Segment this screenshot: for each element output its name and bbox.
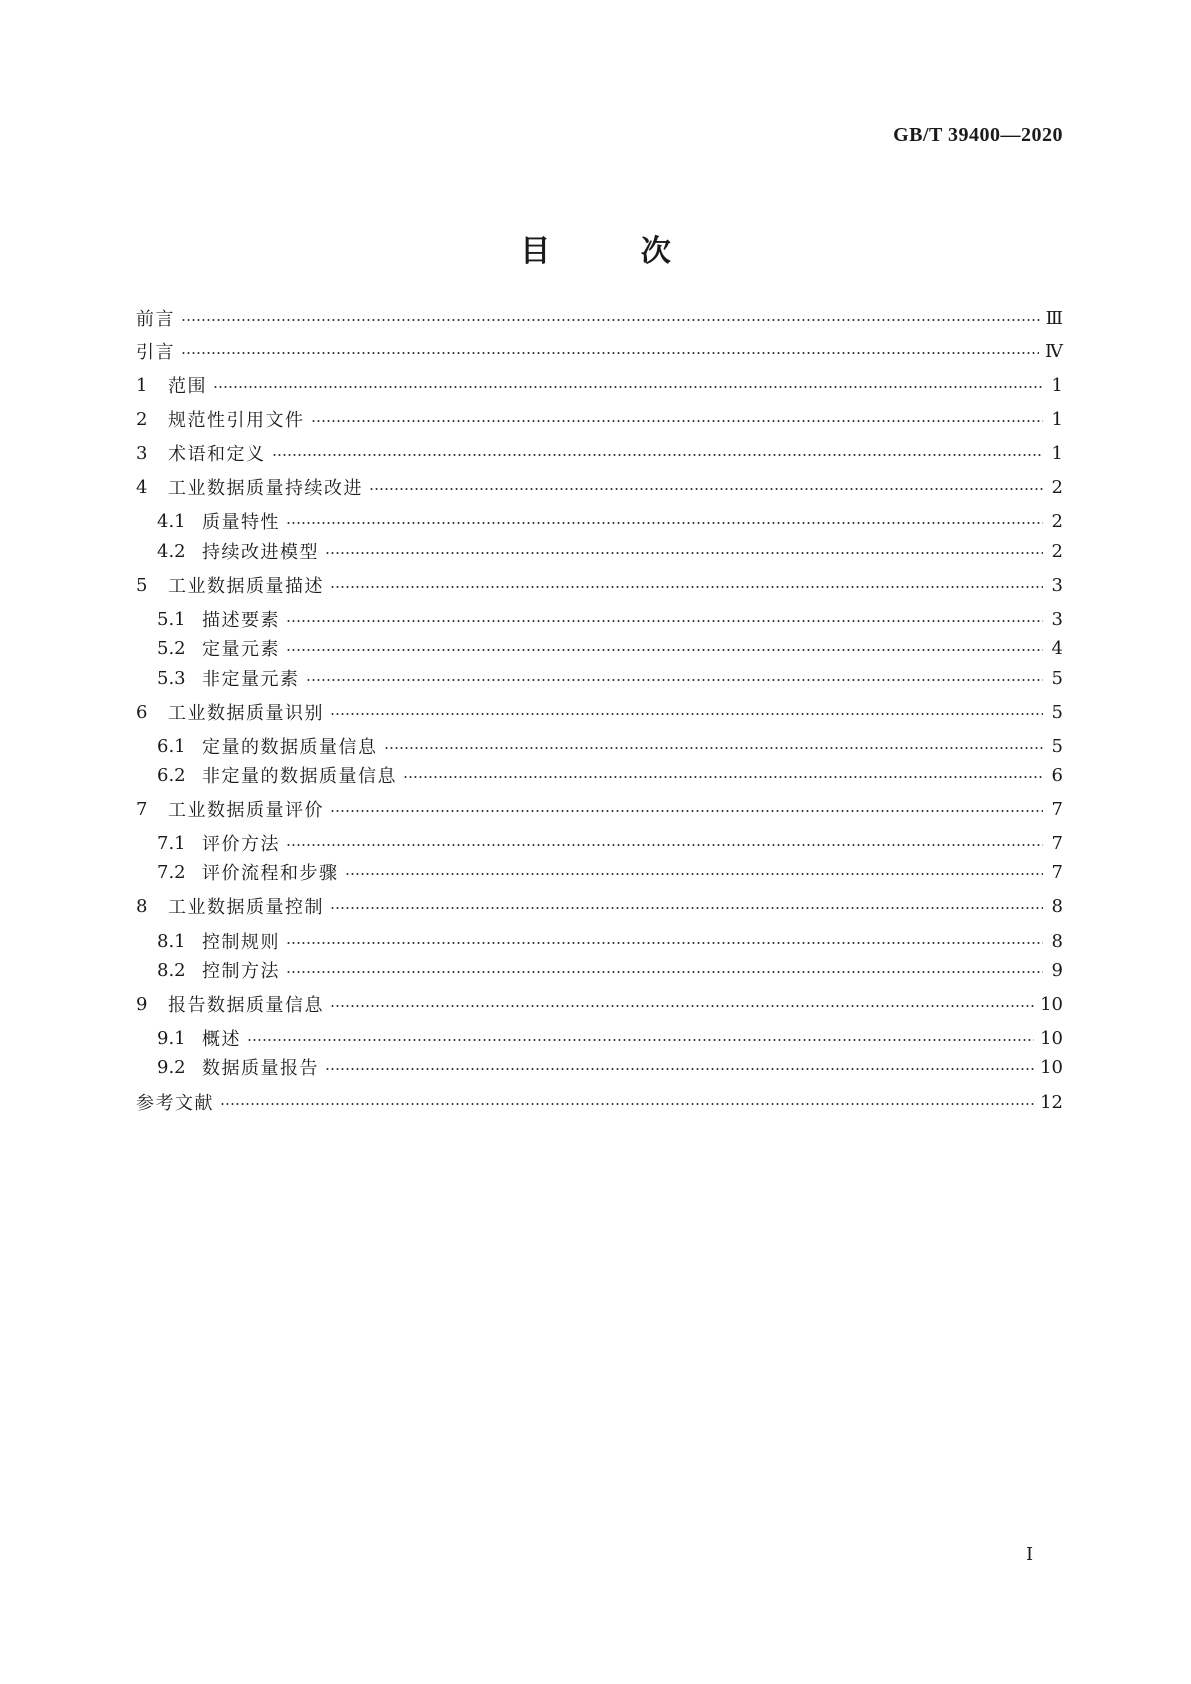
dot-leader [369, 488, 1043, 490]
toc-entry-label: 评价方法 [202, 834, 280, 855]
toc-entry-number: 2 [136, 408, 148, 430]
toc-entry-page: 6 [1051, 764, 1063, 786]
toc-entry-label: 引言 [136, 342, 175, 363]
toc-entry-label: 非定量的数据质量信息 [202, 766, 397, 787]
toc-entry[interactable] [136, 733, 1063, 759]
toc-entry-label: 工业数据质量持续改进 [168, 478, 363, 499]
toc-entry[interactable] [136, 762, 1063, 788]
toc-entry-page: 3 [1051, 574, 1063, 596]
dot-leader [213, 386, 1043, 388]
toc-entry-label: 非定量元素 [202, 669, 300, 690]
toc-entry-number: 5.3 [157, 667, 186, 689]
toc-entry[interactable] [136, 830, 1063, 856]
toc-entry-number: 3 [136, 442, 148, 464]
toc-entry-number: 8.2 [157, 959, 186, 981]
toc-entry-label: 工业数据质量评价 [168, 800, 324, 821]
toc-entry-label: 工业数据质量识别 [168, 703, 324, 724]
toc-entry-number: 6 [136, 701, 148, 723]
toc-entry-label: 控制方法 [202, 961, 280, 982]
dot-leader [345, 873, 1044, 875]
toc-entry-label: 范围 [168, 376, 207, 397]
dot-leader [286, 649, 1043, 651]
toc-entry[interactable] [136, 957, 1063, 983]
toc-entry[interactable] [136, 635, 1063, 661]
dot-leader [286, 971, 1043, 973]
toc-entry-page: 10 [1040, 1027, 1063, 1049]
toc-entry-label: 持续改进模型 [202, 542, 319, 563]
dot-leader [325, 552, 1043, 554]
dot-leader [286, 942, 1043, 944]
page-number: Ⅰ [1026, 1544, 1034, 1565]
toc-entry-page: Ⅲ [1045, 307, 1063, 329]
toc-entry-page: 9 [1051, 959, 1063, 981]
toc-entry-number: 7.1 [157, 832, 186, 854]
toc-entry-number: 5 [136, 574, 148, 596]
toc-entry-page: 8 [1051, 930, 1063, 952]
dot-leader [247, 1039, 1034, 1041]
standard-code: GB/T 39400—2020 [893, 124, 1063, 146]
toc-entry-number: 9.2 [157, 1056, 186, 1078]
toc-entry-label: 术语和定义 [168, 444, 266, 465]
dot-leader [325, 1068, 1034, 1070]
dot-leader [286, 844, 1043, 846]
toc-entry-number: 7.2 [157, 861, 186, 883]
toc-entry-number: 8.1 [157, 930, 186, 952]
toc-entry-label: 报告数据质量信息 [168, 995, 324, 1016]
toc-entry[interactable] [136, 699, 1063, 725]
dot-leader [330, 713, 1043, 715]
toc-entry-label: 质量特性 [202, 512, 280, 533]
dot-leader [306, 679, 1044, 681]
dot-leader [272, 454, 1044, 456]
dot-leader [330, 1005, 1034, 1007]
toc-entry-label: 定量元素 [202, 639, 280, 660]
toc-entry-label: 工业数据质量描述 [168, 576, 324, 597]
dot-leader [330, 907, 1043, 909]
toc-entry[interactable] [136, 372, 1063, 398]
toc-entry[interactable] [136, 406, 1063, 432]
toc-entry-page: 1 [1051, 374, 1063, 396]
toc-entry-number: 7 [136, 798, 148, 820]
dot-leader [181, 352, 1039, 354]
toc-entry-number: 5.2 [157, 637, 186, 659]
toc-entry-number: 6.1 [157, 735, 186, 757]
toc-entry-label: 评价流程和步骤 [202, 863, 339, 884]
dot-leader [181, 319, 1040, 321]
toc-entry-number: 6.2 [157, 764, 186, 786]
toc-entry-label: 定量的数据质量信息 [202, 737, 378, 758]
toc-entry-label: 数据质量报告 [202, 1058, 319, 1079]
toc-entry[interactable] [136, 508, 1063, 534]
toc-entry-label: 规范性引用文件 [168, 410, 305, 431]
toc-entry[interactable] [136, 1054, 1063, 1080]
toc-entry-page: 3 [1051, 608, 1063, 630]
toc-entry-label: 工业数据质量控制 [168, 897, 324, 918]
toc-entry-page: 2 [1051, 540, 1063, 562]
toc-entry-number: 9 [136, 993, 148, 1015]
toc-entry-number: 8 [136, 895, 148, 917]
toc-entry-number: 4.1 [157, 510, 186, 532]
toc-entry-page: 2 [1051, 476, 1063, 498]
toc-entry[interactable] [136, 474, 1063, 500]
toc-entry[interactable] [136, 440, 1063, 466]
dot-leader [330, 586, 1043, 588]
title-char-2: 次 [640, 234, 671, 269]
dot-leader [311, 420, 1044, 422]
toc-entry-number: 5.1 [157, 608, 186, 630]
toc-entry[interactable] [136, 338, 1063, 364]
toc-entry[interactable] [136, 665, 1063, 691]
toc-entry[interactable] [136, 859, 1063, 885]
toc-entry-label: 控制规则 [202, 932, 280, 953]
toc-entry-page: 10 [1040, 1056, 1063, 1078]
toc-entry-label: 概述 [202, 1029, 241, 1050]
toc-entry[interactable] [136, 538, 1063, 564]
dot-leader [220, 1103, 1034, 1105]
toc-entry[interactable] [136, 606, 1063, 632]
toc-entry-number: 9.1 [157, 1027, 186, 1049]
dot-leader [286, 620, 1043, 622]
toc-entry-page: 5 [1051, 735, 1063, 757]
toc-entry[interactable] [136, 893, 1063, 919]
toc-entry-label: 参考文献 [136, 1093, 214, 1114]
toc-entry-number: 1 [136, 374, 148, 396]
dot-leader [403, 776, 1043, 778]
toc-entry-page: 1 [1051, 442, 1063, 464]
toc-entry-page: 7 [1051, 798, 1063, 820]
toc-entry[interactable] [136, 796, 1063, 822]
toc-entry-page: 10 [1040, 993, 1063, 1015]
toc-entry[interactable] [136, 1025, 1063, 1051]
toc-entry-page: 1 [1051, 408, 1063, 430]
dot-leader [330, 810, 1043, 812]
title-char-1: 目 [520, 234, 551, 269]
toc-entry[interactable] [136, 928, 1063, 954]
toc-entry[interactable] [136, 991, 1063, 1017]
toc-entry-page: 2 [1051, 510, 1063, 532]
page-title [0, 226, 1191, 270]
toc-entry[interactable] [136, 572, 1063, 598]
toc-entry-label: 前言 [136, 309, 175, 330]
toc-entry-page: 8 [1051, 895, 1063, 917]
toc-entry[interactable] [136, 1089, 1063, 1115]
toc-entry-page: 5 [1051, 667, 1063, 689]
toc-entry-label: 描述要素 [202, 610, 280, 631]
toc-entry-page: 7 [1051, 861, 1063, 883]
toc-entry-page: 7 [1051, 832, 1063, 854]
dot-leader [286, 522, 1043, 524]
dot-leader [384, 747, 1044, 749]
toc-entry[interactable] [136, 305, 1063, 331]
toc-entry-number: 4 [136, 476, 148, 498]
toc-entry-page: Ⅳ [1045, 340, 1063, 362]
toc-entry-page: 5 [1051, 701, 1063, 723]
toc-entry-number: 4.2 [157, 540, 186, 562]
toc-entry-page: 12 [1040, 1091, 1063, 1113]
toc-entry-page: 4 [1051, 637, 1063, 659]
